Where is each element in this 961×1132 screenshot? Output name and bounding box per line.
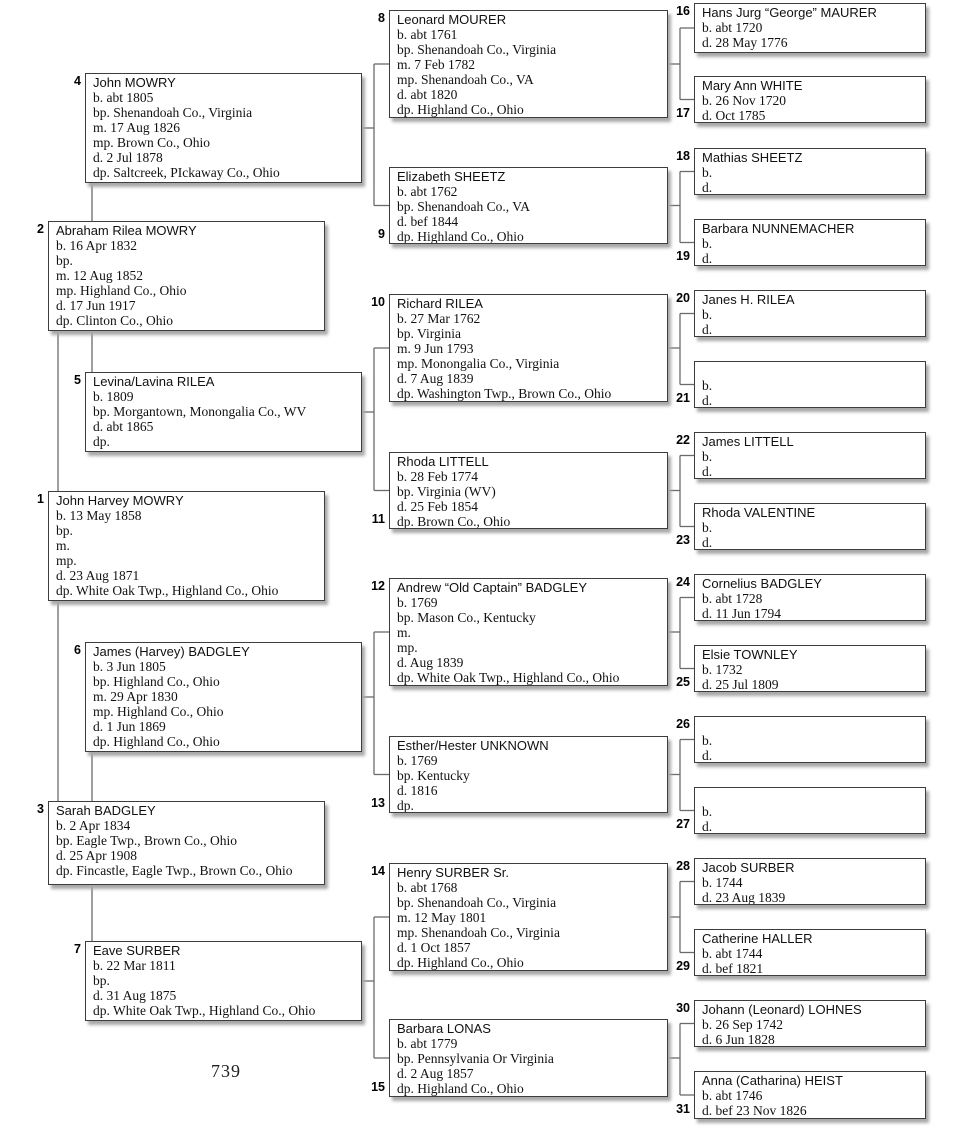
person-detail: d. 23 Aug 1871 xyxy=(56,568,140,583)
person-box-6 xyxy=(85,642,362,752)
person-detail: b. abt 1762 xyxy=(397,184,458,199)
person-detail: d. xyxy=(702,322,713,337)
person-detail: d. 25 Feb 1854 xyxy=(397,499,478,514)
person-number: 27 xyxy=(676,817,690,831)
person-detail: dp. Fincastle, Eagle Twp., Brown Co., Ohio xyxy=(56,863,293,878)
person-detail: m. xyxy=(56,538,70,553)
person-name xyxy=(702,363,919,378)
person-detail: m. 12 Aug 1852 xyxy=(56,268,144,283)
person-box-20 xyxy=(694,290,926,337)
person-detail: d. 7 Aug 1839 xyxy=(397,371,474,386)
person-detail: bp. Kentucky xyxy=(397,768,470,783)
person-detail: mp. Highland Co., Ohio xyxy=(56,283,187,298)
person-box-10 xyxy=(389,294,668,402)
person-number: 18 xyxy=(676,149,690,163)
person-box-8 xyxy=(389,10,668,118)
person-number: 4 xyxy=(74,74,81,88)
person-name: Levina/Lavina RILEA xyxy=(93,374,215,389)
person-detail: b. 16 Apr 1832 xyxy=(56,238,137,253)
person-detail: bp. Virginia xyxy=(397,326,461,341)
person-number: 17 xyxy=(676,106,690,120)
person-detail: dp. Highland Co., Ohio xyxy=(397,1081,524,1096)
person-detail: d. Aug 1839 xyxy=(397,655,464,670)
person-name: Elizabeth SHEETZ xyxy=(397,169,506,184)
person-box-11 xyxy=(389,452,668,529)
person-detail: b. 2 Apr 1834 xyxy=(56,818,131,833)
person-detail: d. bef 1844 xyxy=(397,214,459,229)
person-detail: mp. Monongalia Co., Virginia xyxy=(397,356,560,371)
person-detail: d. 28 May 1776 xyxy=(702,35,788,50)
person-detail: dp. Highland Co., Ohio xyxy=(397,955,524,970)
person-detail: d. xyxy=(702,251,713,266)
person-detail: b. xyxy=(702,236,713,251)
person-detail: dp. Brown Co., Ohio xyxy=(397,514,511,529)
person-detail: m. 29 Apr 1830 xyxy=(93,689,178,704)
person-detail: d. 1816 xyxy=(397,783,438,798)
person-box-27 xyxy=(694,787,926,834)
person-detail: b. 26 Nov 1720 xyxy=(702,93,786,108)
person-detail: mp. Highland Co., Ohio xyxy=(93,704,224,719)
person-detail: bp. Eagle Twp., Brown Co., Ohio xyxy=(56,833,238,848)
person-detail: dp. Clinton Co., Ohio xyxy=(56,313,174,328)
person-box-14 xyxy=(389,863,668,971)
person-name: James LITTELL xyxy=(702,434,794,449)
person-name: Cornelius BADGLEY xyxy=(702,576,822,591)
person-number: 22 xyxy=(676,433,690,447)
person-name: Sarah BADGLEY xyxy=(56,803,156,818)
person-detail: bp. Shenandoah Co., Virginia xyxy=(397,895,557,910)
person-number: 19 xyxy=(676,249,690,263)
person-number: 10 xyxy=(371,295,385,309)
person-detail: b. abt 1728 xyxy=(702,591,763,606)
person-detail: b. abt 1779 xyxy=(397,1036,458,1051)
person-detail: d. xyxy=(702,748,713,763)
person-detail: bp. xyxy=(93,973,110,988)
person-detail: b. xyxy=(702,165,713,180)
person-detail: d. 25 Jul 1809 xyxy=(702,677,779,692)
person-box-19 xyxy=(694,219,926,266)
person-number: 26 xyxy=(676,717,690,731)
person-detail: d. xyxy=(702,535,713,550)
person-name: Henry SURBER Sr. xyxy=(397,865,509,880)
person-detail: d. 11 Jun 1794 xyxy=(702,606,782,621)
person-number: 31 xyxy=(676,1102,690,1116)
person-box-9 xyxy=(389,167,668,244)
person-number: 16 xyxy=(676,4,690,18)
person-box-18 xyxy=(694,148,926,195)
person-name: Leonard MOURER xyxy=(397,12,507,27)
person-box-25 xyxy=(694,645,926,692)
person-detail: dp. Washington Twp., Brown Co., Ohio xyxy=(397,386,612,401)
person-number: 14 xyxy=(371,864,385,878)
person-detail: b. abt 1768 xyxy=(397,880,458,895)
person-detail: d. xyxy=(702,393,713,408)
person-box-24 xyxy=(694,574,926,621)
person-name: Barbara NUNNEMACHER xyxy=(702,221,855,236)
person-number: 30 xyxy=(676,1001,690,1015)
person-name: Esther/Hester UNKNOWN xyxy=(397,738,549,753)
person-box-1 xyxy=(48,491,325,601)
person-number: 13 xyxy=(371,796,385,810)
person-box-28 xyxy=(694,858,926,905)
person-detail: bp. Shenandoah Co., VA xyxy=(397,199,531,214)
person-number: 7 xyxy=(74,942,81,956)
person-detail: dp. Highland Co., Ohio xyxy=(93,734,220,749)
person-number: 25 xyxy=(676,675,690,689)
person-detail: b. 1769 xyxy=(397,595,438,610)
person-number: 11 xyxy=(371,512,385,526)
person-detail: b. xyxy=(702,520,713,535)
person-detail: b. 1744 xyxy=(702,875,743,890)
person-detail: d. 1 Jun 1869 xyxy=(93,719,166,734)
person-detail: d. bef 23 Nov 1826 xyxy=(702,1103,807,1118)
person-detail: d. 1 Oct 1857 xyxy=(397,940,471,955)
person-number: 24 xyxy=(676,575,690,589)
person-detail: m. 17 Aug 1826 xyxy=(93,120,181,135)
person-box-16 xyxy=(694,3,926,53)
person-box-5 xyxy=(85,372,362,452)
person-number: 5 xyxy=(74,373,81,387)
person-number: 6 xyxy=(74,643,81,657)
person-box-3 xyxy=(48,801,325,885)
person-detail: b. 1809 xyxy=(93,389,134,404)
person-detail: d. Oct 1785 xyxy=(702,108,766,123)
person-detail: bp. Virginia (WV) xyxy=(397,484,496,499)
person-detail: d. xyxy=(702,819,713,834)
person-number: 28 xyxy=(676,859,690,873)
person-detail: b. 26 Sep 1742 xyxy=(702,1017,783,1032)
page-number: 739 xyxy=(211,1061,241,1081)
person-box-31 xyxy=(694,1071,926,1119)
person-name: Rhoda VALENTINE xyxy=(702,505,816,520)
person-box-7 xyxy=(85,941,362,1021)
person-name: Andrew “Old Captain” BADGLEY xyxy=(397,580,588,595)
person-box-13 xyxy=(389,736,668,813)
person-number: 20 xyxy=(676,291,690,305)
person-name: Abraham Rilea MOWRY xyxy=(56,223,197,238)
person-detail: mp. xyxy=(56,553,77,568)
person-detail: dp. White Oak Twp., Highland Co., Ohio xyxy=(56,583,279,598)
person-name: James (Harvey) BADGLEY xyxy=(93,644,250,659)
person-number: 23 xyxy=(676,533,690,547)
person-detail: bp. Shenandoah Co., Virginia xyxy=(93,105,253,120)
person-name: Anna (Catharina) HEIST xyxy=(702,1073,843,1088)
person-number: 8 xyxy=(378,11,385,25)
person-detail: dp. Saltcreek, PIckaway Co., Ohio xyxy=(93,165,280,180)
person-box-23 xyxy=(694,503,926,550)
person-detail: mp. xyxy=(397,640,418,655)
person-name: Barbara LONAS xyxy=(397,1021,491,1036)
person-detail: dp. Highland Co., Ohio xyxy=(397,102,524,117)
person-box-21 xyxy=(694,361,926,408)
person-number: 3 xyxy=(37,802,44,816)
person-box-12 xyxy=(389,578,668,686)
person-box-4 xyxy=(85,73,362,183)
person-number: 15 xyxy=(371,1080,385,1094)
person-detail: bp. xyxy=(56,253,73,268)
person-detail: d. xyxy=(702,180,713,195)
person-detail: b. 13 May 1858 xyxy=(56,508,142,523)
person-name: Mary Ann WHITE xyxy=(702,78,803,93)
person-detail: m. 12 May 1801 xyxy=(397,910,487,925)
person-detail: bp. Morgantown, Monongalia Co., WV xyxy=(93,404,307,419)
person-detail: d. 23 Aug 1839 xyxy=(702,890,786,905)
person-detail: b. 27 Mar 1762 xyxy=(397,311,481,326)
person-detail: m. 9 Jun 1793 xyxy=(397,341,474,356)
person-number: 21 xyxy=(676,391,690,405)
person-detail: b. abt 1746 xyxy=(702,1088,763,1103)
person-detail: m. xyxy=(397,625,411,640)
person-detail: b. xyxy=(702,804,713,819)
person-number: 1 xyxy=(37,492,44,506)
person-number: 2 xyxy=(37,222,44,236)
person-name: Elsie TOWNLEY xyxy=(702,647,798,662)
person-name: Johann (Leonard) LOHNES xyxy=(702,1002,862,1017)
person-name: Eave SURBER xyxy=(93,943,181,958)
person-box-30 xyxy=(694,1000,926,1047)
person-detail: dp. Highland Co., Ohio xyxy=(397,229,524,244)
person-box-26 xyxy=(694,716,926,763)
person-detail: dp. xyxy=(397,798,414,813)
person-detail: b. abt 1744 xyxy=(702,946,763,961)
person-name: Richard RILEA xyxy=(397,296,483,311)
person-name: Janes H. RILEA xyxy=(702,292,795,307)
person-detail: b. xyxy=(702,378,713,393)
person-name: John MOWRY xyxy=(93,75,176,90)
person-detail: d. bef 1821 xyxy=(702,961,764,976)
person-box-2 xyxy=(48,221,325,331)
person-name: Rhoda LITTELL xyxy=(397,454,489,469)
person-detail: b. 22 Mar 1811 xyxy=(93,958,176,973)
person-name: Mathias SHEETZ xyxy=(702,150,803,165)
person-box-17 xyxy=(694,76,926,123)
person-name xyxy=(702,789,919,804)
person-number: 12 xyxy=(371,579,385,593)
person-detail: d. 31 Aug 1875 xyxy=(93,988,177,1003)
person-detail: b. 28 Feb 1774 xyxy=(397,469,478,484)
person-detail: d. 2 Jul 1878 xyxy=(93,150,163,165)
person-detail: b. abt 1805 xyxy=(93,90,154,105)
person-detail: dp. White Oak Twp., Highland Co., Ohio xyxy=(93,1003,316,1018)
person-number: 29 xyxy=(676,959,690,973)
person-detail: bp. Shenandoah Co., Virginia xyxy=(397,42,557,57)
person-detail: d. xyxy=(702,464,713,479)
person-detail: b. xyxy=(702,449,713,464)
person-detail: mp. Brown Co., Ohio xyxy=(93,135,211,150)
person-detail: dp. xyxy=(93,434,110,449)
person-detail: b. abt 1761 xyxy=(397,27,458,42)
person-number: 9 xyxy=(378,227,385,241)
person-detail: b. xyxy=(702,307,713,322)
person-detail: b. 3 Jun 1805 xyxy=(93,659,166,674)
person-name: John Harvey MOWRY xyxy=(56,493,184,508)
person-name: Hans Jurg “George” MAURER xyxy=(702,5,877,20)
person-name xyxy=(702,718,919,733)
person-detail: bp. Mason Co., Kentucky xyxy=(397,610,536,625)
person-box-15 xyxy=(389,1019,668,1097)
person-detail: d. abt 1820 xyxy=(397,87,458,102)
person-box-29 xyxy=(694,929,926,976)
person-detail: b. abt 1720 xyxy=(702,20,763,35)
person-detail: d. 17 Jun 1917 xyxy=(56,298,136,313)
person-box-22 xyxy=(694,432,926,479)
person-detail: bp. xyxy=(56,523,73,538)
person-detail: d. 2 Aug 1857 xyxy=(397,1066,474,1081)
person-detail: bp. Highland Co., Ohio xyxy=(93,674,220,689)
person-detail: b. 1732 xyxy=(702,662,743,677)
person-detail: d. 6 Jun 1828 xyxy=(702,1032,775,1047)
person-detail: b. xyxy=(702,733,713,748)
person-detail: d. 25 Apr 1908 xyxy=(56,848,137,863)
person-detail: m. 7 Feb 1782 xyxy=(397,57,476,72)
person-detail: b. 1769 xyxy=(397,753,438,768)
person-detail: mp. Shenandoah Co., VA xyxy=(397,72,534,87)
person-name: Catherine HALLER xyxy=(702,931,813,946)
person-detail: bp. Pennsylvania Or Virginia xyxy=(397,1051,554,1066)
person-name: Jacob SURBER xyxy=(702,860,795,875)
person-detail: d. abt 1865 xyxy=(93,419,154,434)
person-detail: dp. White Oak Twp., Highland Co., Ohio xyxy=(397,670,620,685)
person-detail: mp. Shenandoah Co., Virginia xyxy=(397,925,560,940)
